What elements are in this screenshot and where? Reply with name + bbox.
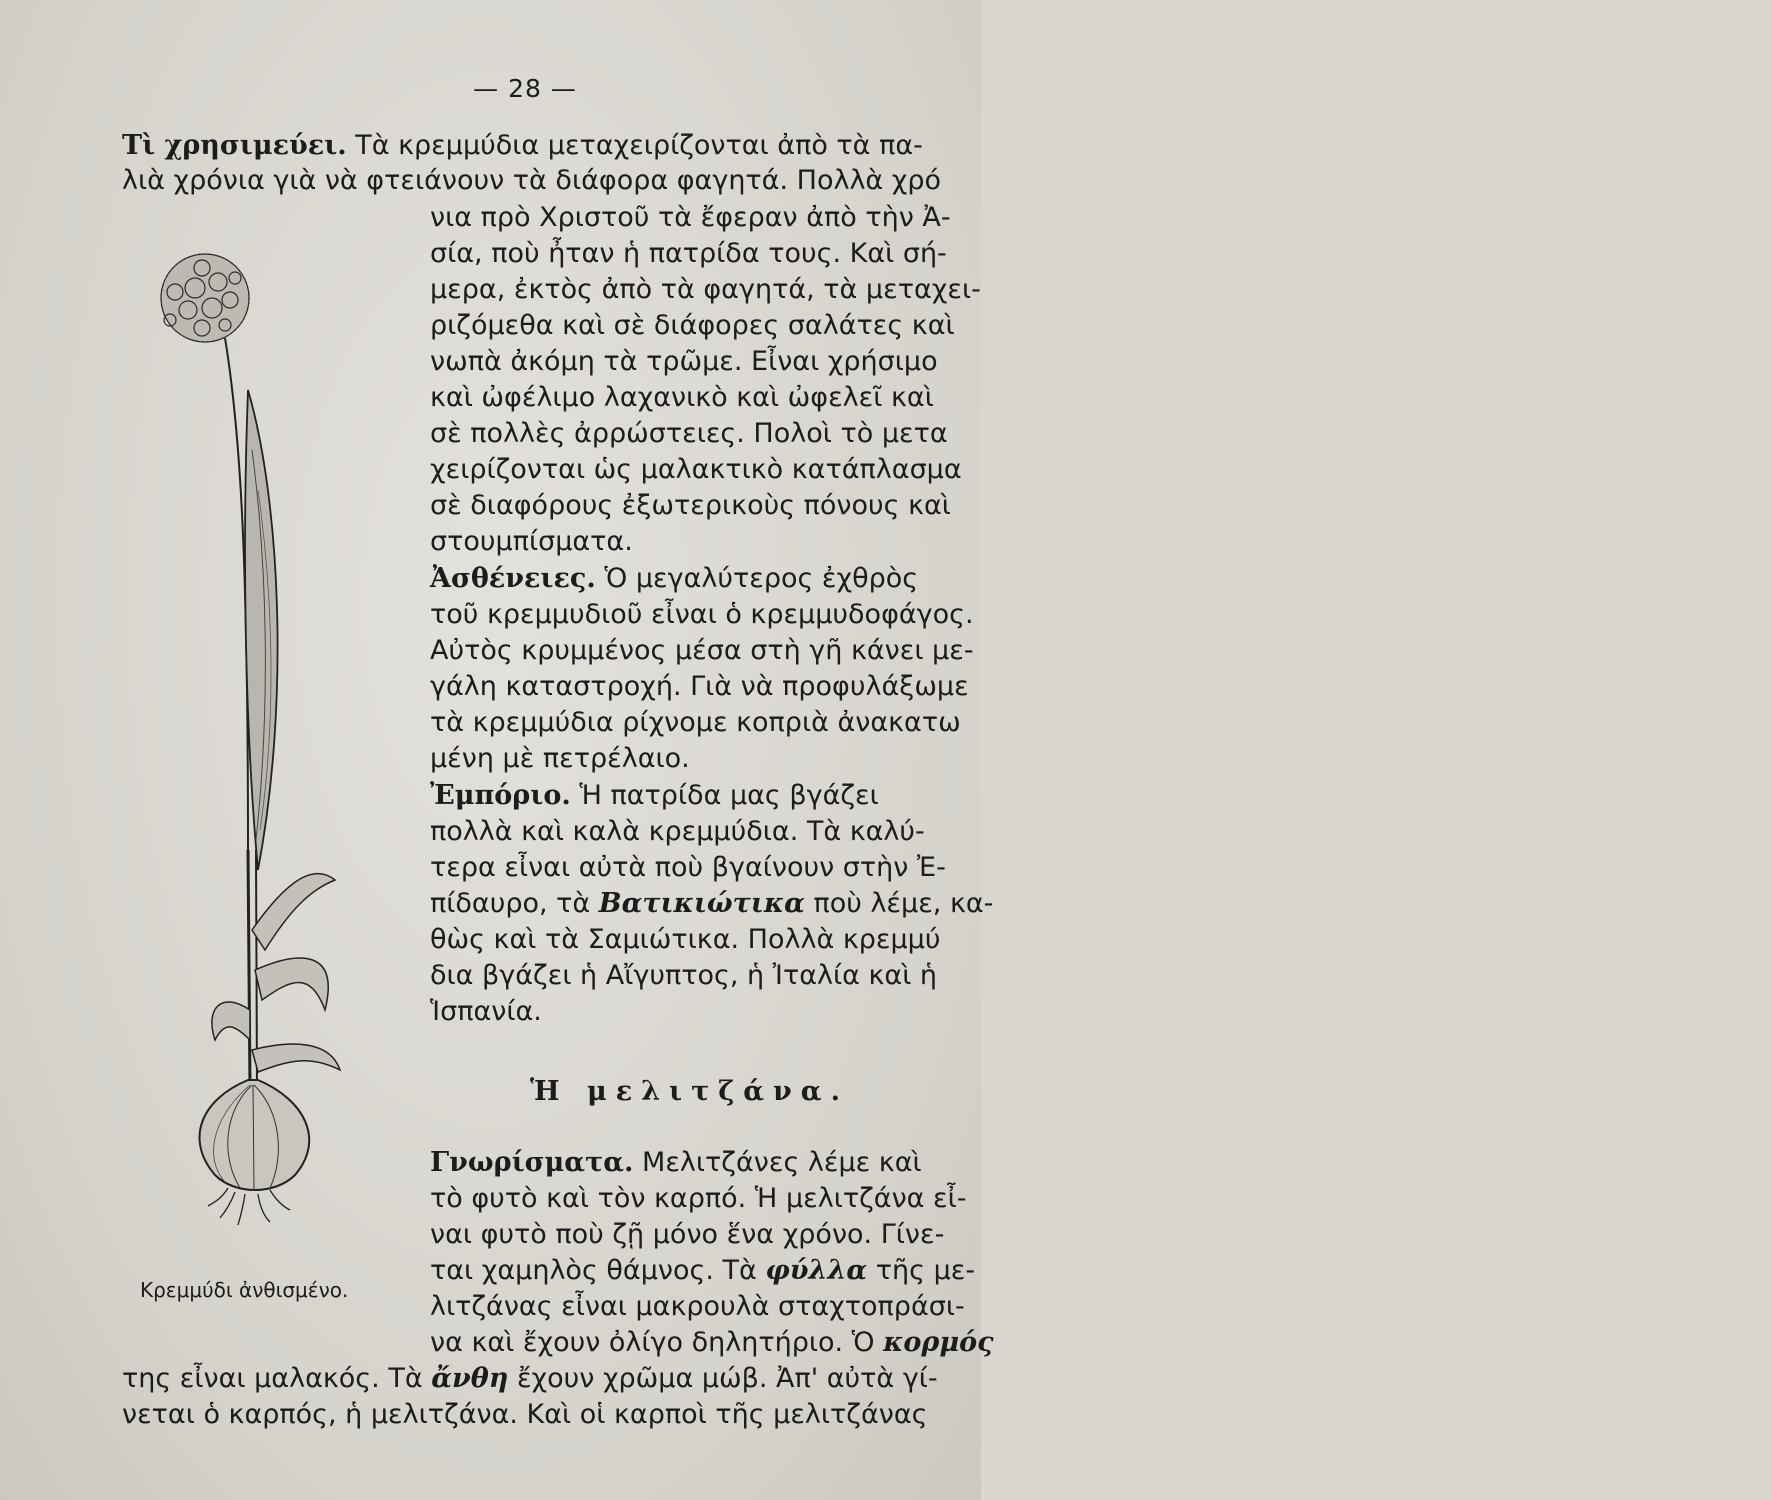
- text-line: νια πρὸ Χριστοῦ τὰ ἔφεραν ἀπὸ τὴν Ἀ-: [430, 202, 951, 233]
- text-line: καὶ ὠφέλιμο λαχανικὸ καὶ ὠφελεῖ καὶ: [430, 382, 934, 413]
- text-line: ναι φυτὸ ποὺ ζῇ μόνο ἕνα χρόνο. Γίνε-: [430, 1219, 945, 1250]
- text-line: θὼς καὶ τὰ Σαμιώτικα. Πολλὰ κρεμμύ: [430, 924, 941, 955]
- page-number: — 28 —: [473, 74, 577, 103]
- text-line: Ἱσπανία.: [430, 996, 542, 1027]
- text-line: τερα εἶναι αὐτὰ ποὺ βγαίνουν στὴν Ἐ-: [430, 852, 946, 883]
- text-line: σία, ποὺ ἦταν ἡ πατρίδα τους. Καὶ σή-: [430, 238, 947, 269]
- text-line: μερα, ἐκτὸς ἀπὸ τὰ φαγητά, τὰ μεταχει-: [430, 274, 981, 305]
- text-line: λιὰ χρόνια γιὰ νὰ φτειάνουν τὰ διάφορα φαγητά. Πολλὰ χρό: [122, 165, 942, 196]
- text-line: τοῦ κρεμμυδιοῦ εἶναι ὁ κρεμμυδοφάγος.: [430, 599, 974, 630]
- text-line: μένη μὲ πετρέλαιο.: [430, 743, 690, 774]
- section-title-uses: Τὶ χρησιμεύει.: [122, 130, 347, 161]
- text-line: ται χαμηλὸς θάμνος. Τὰ φύλλα τῆς με-: [430, 1255, 976, 1286]
- section-title-features: Γνωρίσματα.: [430, 1147, 634, 1178]
- text-line: στουμπίσματα.: [430, 526, 633, 557]
- text-line: χειρίζονται ὡς μαλακτικὸ κατάπλασμα: [430, 454, 962, 485]
- text-line: σὲ διαφόρους ἐξωτερικοὺς πόνους καὶ: [430, 490, 951, 521]
- text-line: σὲ πολλὲς ἀρρώστειες. Πολοὶ τὸ μετα: [430, 418, 948, 449]
- text-line: νεται ὁ καρπός, ἡ μελιτζάνα. Καὶ οἱ καρποὶ τῆς μελιτζάνας: [122, 1399, 928, 1430]
- text-line: λιτζάνας εἶναι μακρουλὰ σταχτοπράσι-: [430, 1291, 965, 1322]
- text-line: της εἶναι μαλακός. Τὰ ἄνθη ἔχουν χρῶμα μώβ. Ἀπ' αὐτὰ γί-: [122, 1363, 938, 1394]
- section-title-trade: Ἐμπόριο.: [430, 780, 571, 811]
- text-line: τὰ κρεμμύδια ρίχνομε κοπριὰ ἀνακατω: [430, 707, 961, 738]
- illustration-caption: Κρεμμύδι ἀνθισμένο.: [140, 1278, 349, 1302]
- text-line: πολλὰ καὶ καλὰ κρεμμύδια. Τὰ καλύ-: [430, 816, 925, 847]
- text-line: Αὐτὸς κρυμμένος μέσα στὴ γῆ κάνει με-: [430, 635, 974, 666]
- text-line: Ἐμπόριο. Ἡ πατρίδα μας βγάζει: [430, 780, 879, 811]
- text-line: δια βγάζει ἡ Αἴγυπτος, ἡ Ἰταλία καὶ ἡ: [430, 960, 938, 991]
- text-line: να καὶ ἔχουν ὀλίγο δηλητήριο. Ὁ κορμός: [430, 1327, 994, 1358]
- flowering-onion-illustration: [130, 250, 420, 1250]
- text-line: Γνωρίσματα. Μελιτζάνες λέμε καὶ: [430, 1147, 922, 1178]
- text-line: γάλη καταστροχή. Γιὰ νὰ προφυλάξωμε: [430, 671, 969, 702]
- section-title-diseases: Ἀσθένειες.: [430, 563, 596, 594]
- section-heading-eggplant: Ἡ μελιτζάνα.: [530, 1076, 849, 1107]
- text-line: Ἀσθένειες. Ὁ μεγαλύτερος ἐχθρὸς: [430, 563, 919, 594]
- text-line: τὸ φυτὸ καὶ τὸν καρπό. Ἡ μελιτζάνα εἶ-: [430, 1183, 967, 1214]
- text-line: πίδαυρο, τὰ Βατικιώτικα ποὺ λέμε, κα-: [430, 888, 994, 919]
- text-line: Τὶ χρησιμεύει. Τὰ κρεμμύδια μεταχειρίζονται ἀπὸ τὰ πα-: [122, 130, 923, 161]
- text-line: νωπὰ ἀκόμη τὰ τρῶμε. Εἶναι χρήσιμο: [430, 346, 938, 377]
- text-line: ριζόμεθα καὶ σὲ διάφορες σαλάτες καὶ: [430, 310, 955, 341]
